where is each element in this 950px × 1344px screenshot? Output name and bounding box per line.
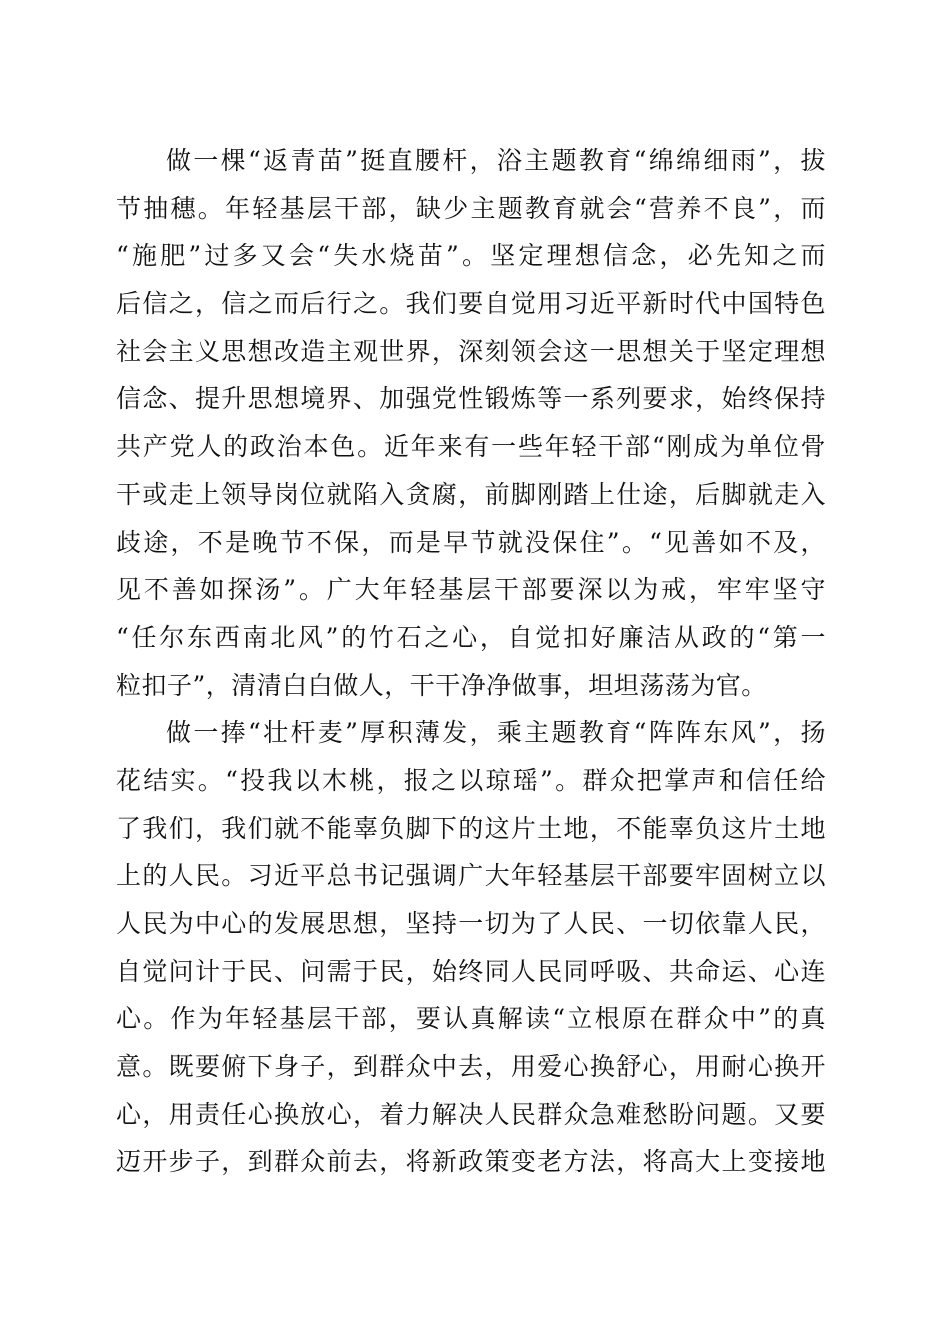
text-line: 自觉问计于民、问需于民，始终同人民同呼吸、共命运、心连 [116,956,826,986]
text-line: 干或走上领导岗位就陷入贪腐，前脚刚踏上仕途，后脚就走入 [116,479,826,509]
text-line: 心。作为年轻基层干部，要认真解读“立根原在群众中”的真 [116,1004,826,1034]
body-text [116,137,826,1186]
text-line: 人民为中心的发展思想，坚持一切为了人民、一切依靠人民， [116,909,826,938]
text-line: 社会主义思想改造主观世界，深刻领会这一思想关于坚定理想 [116,336,826,366]
text-line: 迈开步子，到群众前去，将新政策变老方法，将高大上变接地 [116,1147,826,1177]
text-line: 共产党人的政治本色。近年来有一些年轻干部“刚成为单位骨 [116,432,826,462]
text-line: 节抽穗。年轻基层干部，缺少主题教育就会“营养不良”，而 [116,193,826,223]
text-line: 歧途，不是晚节不保，而是早节就没保住”。“见善如不及， [116,527,826,557]
text-line: 见不善如探汤”。广大年轻基层干部要深以为戒，牢牢坚守 [116,575,826,605]
text-line: “施肥”过多又会“失水烧苗”。坚定理想信念，必先知之而 [116,241,826,271]
paragraph-1 [116,137,826,709]
text-line: 上的人民。习近平总书记强调广大年轻基层干部要牢固树立以 [116,861,826,891]
paragraph-2 [116,709,826,1186]
text-line: 心，用责任心换放心，着力解决人民群众急难愁盼问题。又要 [116,1099,826,1129]
text-line: 信念、提升思想境界、加强党性锻炼等一系列要求，始终保持 [116,384,826,414]
text-line: 了我们，我们就不能辜负脚下的这片土地，不能辜负这片土地 [116,813,826,843]
text-line: 花结实。“投我以木桃，报之以琼瑶”。群众把掌声和信任给 [116,765,826,795]
text-line: 后信之，信之而后行之。我们要自觉用习近平新时代中国特色 [116,289,826,319]
text-line: “任尔东西南北风”的竹石之心，自觉扣好廉洁从政的“第一 [116,622,826,652]
text-line: 做一捧“壮杆麦”厚积薄发，乘主题教育“阵阵东风”，扬 [166,718,826,748]
text-line: 做一棵“返青苗”挺直腰杆，浴主题教育“绵绵细雨”，拔 [166,146,826,175]
text-line: 意。既要俯下身子，到群众中去，用爱心换舒心，用耐心换开 [116,1052,826,1082]
text-line: 粒扣子”，清清白白做人，干干净净做事，坦坦荡荡为官。 [116,670,767,700]
